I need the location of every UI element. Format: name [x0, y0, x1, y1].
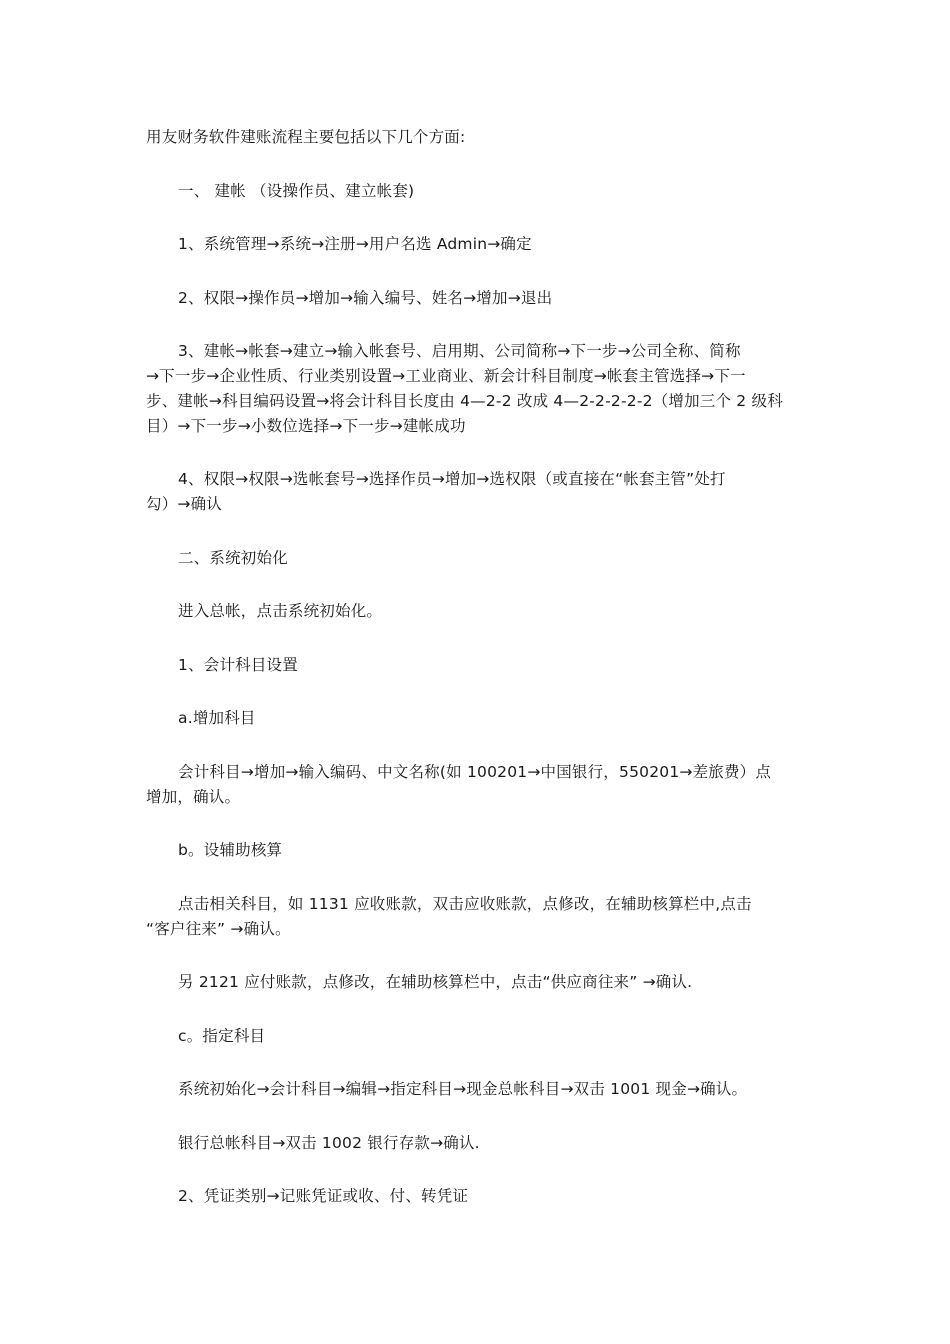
step-1-4-line-1: 4、权限→权限→选帐套号→选择作员→增加→选权限（或直接在“帐套主管”处打: [178, 470, 726, 488]
item-2-1-title: 1、会计科目设置: [178, 656, 298, 674]
item-2-1-c-title: c。指定科目: [178, 1027, 266, 1045]
item-2-2-title: 2、凭证类别→记账凭证或收、付、转凭证: [178, 1187, 469, 1205]
section-2-intro: 进入总帐，点击系统初始化。: [178, 602, 383, 620]
step-1-4-line-2: 勾）→确认: [146, 495, 222, 513]
item-2-1-b-title: b。设辅助核算: [178, 841, 283, 859]
item-2-1-c-line-1: 系统初始化→会计科目→编辑→指定科目→现金总帐科目→双击 1001 现金→确认。: [178, 1080, 748, 1098]
item-2-1-a-line-2: 增加，确认。: [146, 788, 241, 806]
step-1-3-line-2: →下一步→企业性质、行业类别设置→工业商业、新会计科目制度→帐套主管选择→下一: [146, 367, 746, 385]
item-2-1-b-line-1: 点击相关科目，如 1131 应收账款，双击应收账款，点修改，在辅助核算栏中,点击: [178, 895, 752, 913]
intro-paragraph: 用友财务软件建账流程主要包括以下几个方面:: [146, 128, 466, 146]
section-heading-1: 一、 建帐 （设操作员、建立帐套): [178, 182, 415, 200]
item-2-1-a-line-1: 会计科目→增加→输入编码、中文名称(如 100201→中国银行，550201→差旅费）点: [178, 763, 772, 781]
step-1-3-line-3: 步、建帐→科目编码设置→将会计科目长度由 4—2-2 改成 4—2-2-2-2-2（增加三个 2 级科: [146, 392, 783, 410]
step-1-1: 1、系统管理→系统→注册→用户名选 Admin→确定: [178, 235, 532, 253]
step-1-2: 2、权限→操作员→增加→输入编号、姓名→增加→退出: [178, 289, 553, 307]
item-2-1-a-title: a.增加科目: [178, 709, 256, 727]
step-1-3-line-1: 3、建帐→帐套→建立→输入帐套号、启用期、公司简称→下一步→公司全称、简称: [178, 342, 741, 360]
item-2-1-b-line-3: 另 2121 应付账款，点修改，在辅助核算栏中，点击“供应商往来” →确认.: [178, 973, 693, 991]
item-2-1-c-line-2: 银行总帐科目→双击 1002 银行存款→确认.: [178, 1134, 480, 1152]
section-heading-2: 二、系统初始化: [178, 549, 288, 567]
item-2-1-b-line-2: “客户往来” →确认。: [146, 920, 291, 938]
step-1-3-line-4: 目）→下一步→小数位选择→下一步→建帐成功: [146, 417, 466, 435]
